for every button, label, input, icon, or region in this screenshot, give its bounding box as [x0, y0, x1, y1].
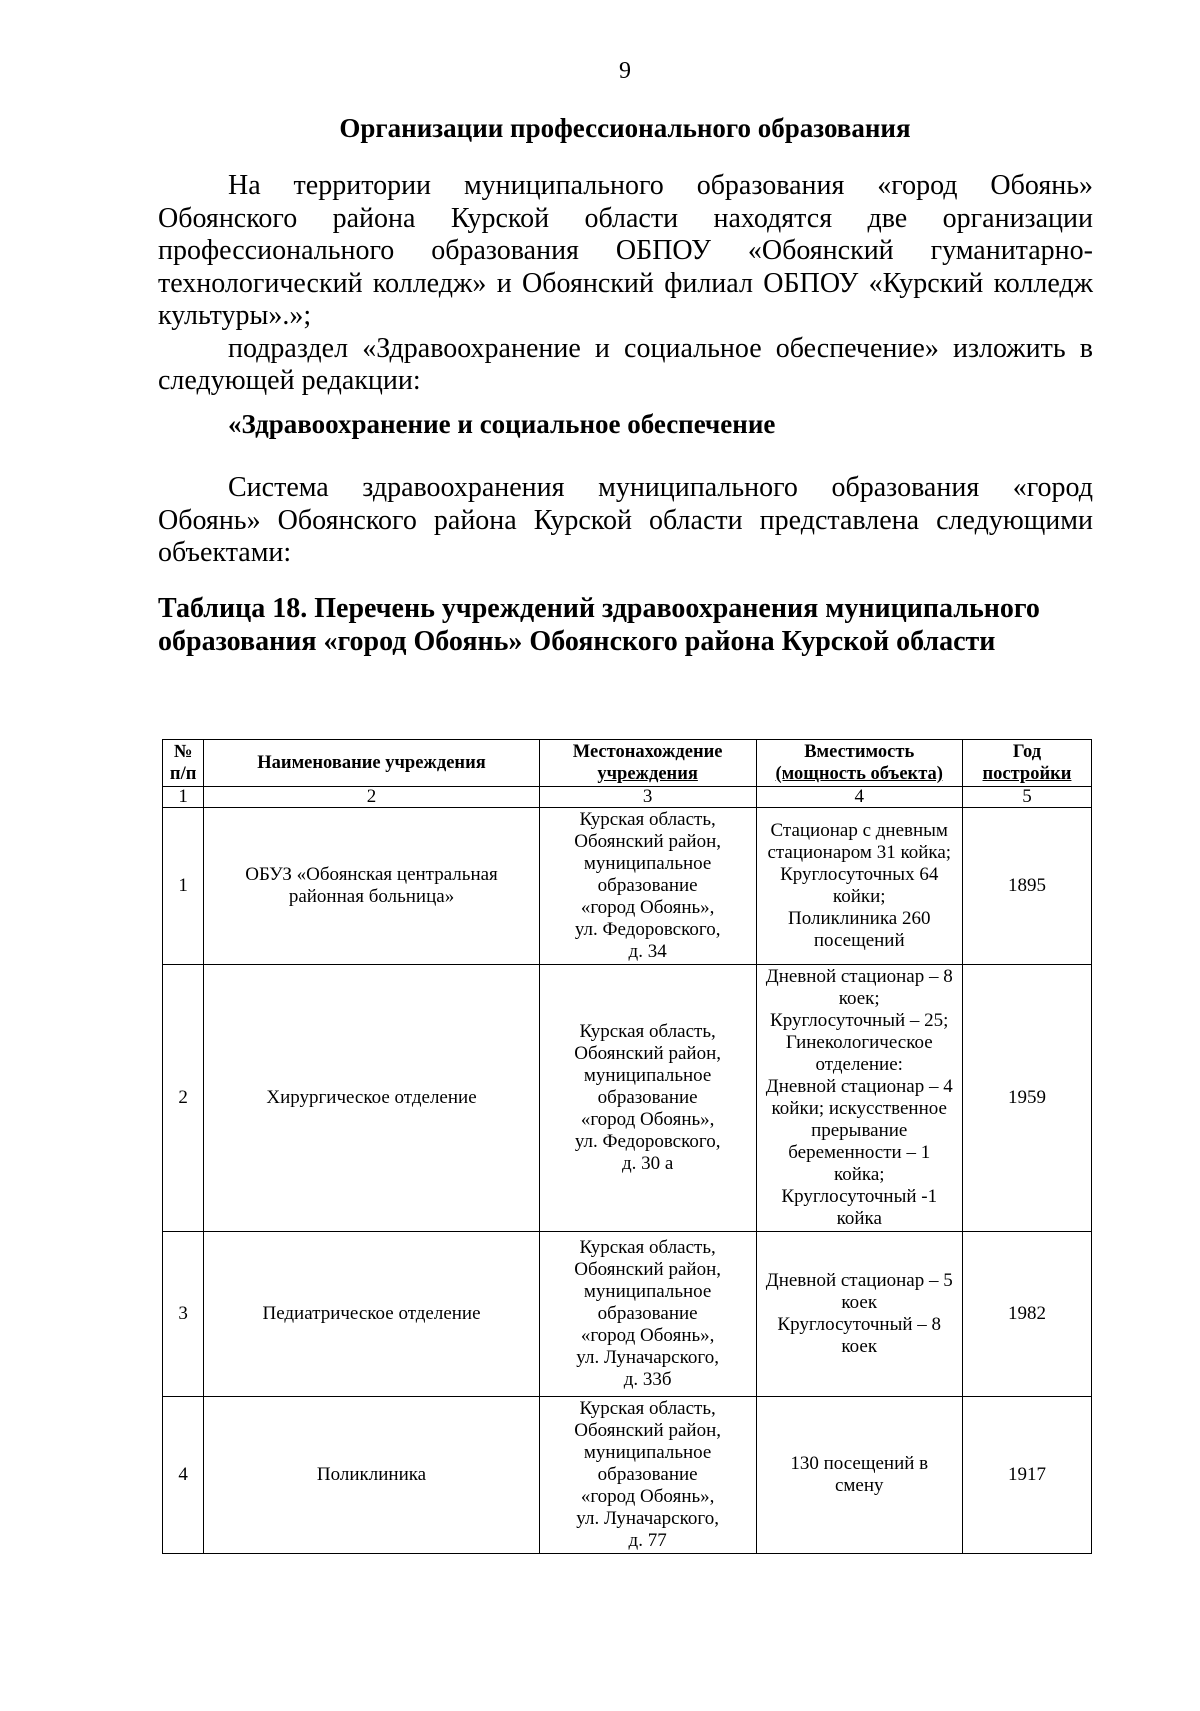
table-row: [163, 1397, 1092, 1554]
cell-capacity-line: Стационар с дневным: [770, 820, 948, 841]
cell-capacity-line: койки;: [832, 886, 886, 907]
cell-name-line: Поликлиника: [316, 1464, 427, 1485]
column-number: 4: [756, 787, 962, 808]
cell-capacity: [756, 1232, 962, 1397]
cell-location-line: Обоянский район,: [574, 1420, 721, 1441]
healthcare-paragraph: Система здравоохранения муниципального образования «город Обоянь» Обоянского района Курской области представлена следующими объектами:: [158, 472, 1093, 568]
cell-location-line: муниципальное: [583, 1281, 712, 1302]
cell-capacity-line: койки; искусственное: [771, 1098, 947, 1119]
cell-location-line: «город Обоянь»,: [580, 1486, 715, 1507]
cell-year: 1959: [962, 965, 1091, 1232]
cell-year: 1895: [962, 808, 1091, 965]
cell-capacity-line: Круглосуточный – 8: [777, 1314, 942, 1335]
cell-location-line: образование: [597, 1464, 698, 1485]
cell-location-line: Курская область,: [579, 1237, 716, 1258]
table-caption: [158, 592, 1093, 658]
cell-location-line: муниципальное: [583, 1065, 712, 1086]
healthcare-text: [158, 472, 1093, 570]
cell-capacity-line: Дневной стационар – 4: [765, 1076, 953, 1097]
table-row: [163, 965, 1092, 1232]
cell-capacity-line: стационаром 31 койка;: [767, 842, 952, 863]
amendment-paragraph: подраздел «Здравоохранение и социальное обеспечение» изложить в следующей редакции:: [158, 332, 1093, 396]
cell-location-line: Обоянский район,: [574, 1043, 721, 1064]
column-number: 5: [962, 787, 1091, 808]
cell-location-line: образование: [597, 1087, 698, 1108]
cell-capacity-line: коек: [841, 1292, 878, 1313]
cell-capacity-line: коек;: [838, 988, 880, 1009]
cell-year: 1917: [962, 1397, 1091, 1554]
cell-name: [204, 1232, 539, 1397]
table-body: [163, 808, 1092, 1554]
cell-capacity-line: Гинекологическое: [785, 1032, 933, 1053]
column-number: 2: [204, 787, 539, 808]
table-row: [163, 1232, 1092, 1397]
cell-capacity-line: Круглосуточных 64: [780, 864, 939, 885]
cell-location-line: муниципальное: [583, 1442, 712, 1463]
healthcare-facilities-table: [162, 739, 1092, 1554]
cell-capacity-line: Дневной стационар – 5: [765, 1270, 953, 1291]
cell-location-line: Обоянский район,: [574, 1259, 721, 1280]
section-title-healthcare: «Здравоохранение и социальное обеспечение: [228, 409, 776, 439]
cell-num: 4: [163, 1397, 204, 1554]
cell-location-line: ул. Федоровского,: [574, 919, 721, 940]
column-number-row: [163, 787, 1092, 808]
cell-location-line: д. 33б: [623, 1369, 672, 1390]
cell-capacity: [756, 1397, 962, 1554]
cell-name: [204, 808, 539, 965]
cell-location: [539, 1232, 756, 1397]
cell-location-line: «город Обоянь»,: [580, 1325, 715, 1346]
cell-capacity: [756, 808, 962, 965]
cell-name: [204, 1397, 539, 1554]
cell-name-line: Педиатрическое отделение: [262, 1303, 481, 1324]
cell-capacity-line: прерывание: [811, 1120, 908, 1141]
column-number: 3: [539, 787, 756, 808]
column-number: 1: [163, 787, 204, 808]
cell-location-line: муниципальное: [583, 853, 712, 874]
cell-num: 2: [163, 965, 204, 1232]
header-name: Наименование учреждения: [204, 740, 539, 787]
page-number: 9: [619, 58, 631, 84]
header-year: Год постройки: [962, 740, 1091, 787]
header-capacity: Вместимость (мощность объекта): [756, 740, 962, 787]
cell-location-line: образование: [597, 875, 698, 896]
cell-location-line: д. 34: [628, 941, 667, 962]
cell-location-line: «город Обоянь»,: [580, 897, 715, 918]
cell-location-line: ул. Луначарского,: [576, 1508, 719, 1529]
cell-capacity-line: Поликлиника 260: [788, 908, 931, 929]
table-row: [163, 808, 1092, 965]
cell-location: [539, 808, 756, 965]
cell-location-line: «город Обоянь»,: [580, 1109, 715, 1130]
cell-location-line: ул. Федоровского,: [574, 1131, 721, 1152]
table-header-row: [163, 740, 1092, 787]
header-num: № п/п: [163, 740, 204, 787]
cell-capacity: [756, 965, 962, 1232]
cell-location-line: д. 77: [628, 1530, 667, 1551]
education-paragraph: На территории муниципального образования «город Обоянь» Обоянского района Курской области находятся две организации профессионального образования ОБПОУ «Обоянский гуманитарно-технологический колледж» и Обоянский филиал ОБПОУ «Курский колледж культуры».»;: [158, 170, 1093, 331]
cell-location-line: д. 30 а: [621, 1153, 674, 1174]
cell-capacity-line: беременности – 1: [788, 1142, 931, 1163]
table-caption-line: Таблица 18. Перечень учреждений здравоохранения муниципального: [158, 593, 1040, 624]
cell-capacity-line: Круглосуточный – 25;: [770, 1010, 949, 1031]
cell-year: 1982: [962, 1232, 1091, 1397]
cell-capacity-line: посещений: [813, 930, 905, 951]
section-title-education: Организации профессионального образования: [339, 113, 911, 143]
cell-num: 1: [163, 808, 204, 965]
cell-capacity-line: 130 посещений в: [790, 1453, 929, 1474]
cell-location: [539, 965, 756, 1232]
cell-capacity-line: койка;: [833, 1164, 885, 1185]
cell-name-line: Хирургическое отделение: [266, 1087, 477, 1108]
cell-name-line: ОБУЗ «Обоянская центральная: [245, 864, 498, 885]
education-text: [158, 170, 1093, 398]
cell-location-line: Курская область,: [579, 1021, 716, 1042]
table-caption-line: образования «город Обоянь» Обоянского района Курской области: [158, 626, 996, 657]
cell-location-line: ул. Луначарского,: [576, 1347, 719, 1368]
cell-capacity-line: Круглосуточный -1: [781, 1186, 938, 1207]
cell-capacity-line: смену: [834, 1475, 884, 1496]
cell-name-line: районная больница»: [288, 886, 455, 907]
cell-capacity-line: коек: [841, 1336, 878, 1357]
cell-name: [204, 965, 539, 1232]
cell-location-line: Курская область,: [579, 809, 716, 830]
cell-location-line: Обоянский район,: [574, 831, 721, 852]
cell-capacity-line: отделение:: [815, 1054, 903, 1075]
cell-location: [539, 1397, 756, 1554]
cell-capacity-line: Дневной стационар – 8: [765, 966, 953, 987]
cell-location-line: Курская область,: [579, 1398, 716, 1419]
cell-location-line: образование: [597, 1303, 698, 1324]
header-location: Местонахождение учреждения: [539, 740, 756, 787]
cell-capacity-line: койка: [836, 1208, 882, 1229]
cell-num: 3: [163, 1232, 204, 1397]
